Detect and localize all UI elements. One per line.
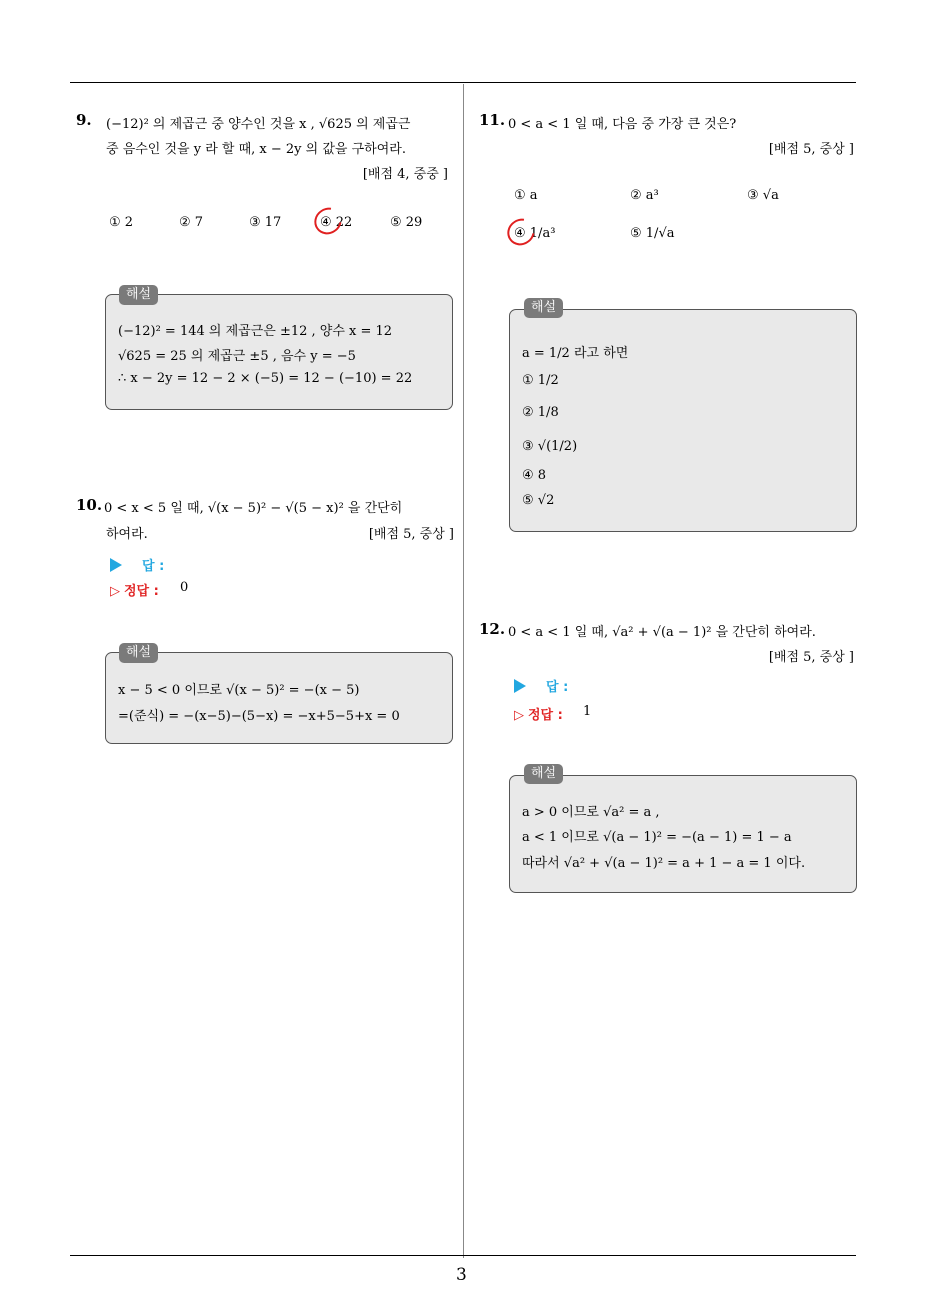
question-number: 9. bbox=[76, 111, 92, 129]
explanation-line: ③ √(1/2) bbox=[522, 439, 578, 454]
explanation-tag: 해설 bbox=[524, 764, 563, 784]
correct-value: 1 bbox=[583, 704, 592, 719]
explanation-line: ⑤ √2 bbox=[522, 493, 555, 508]
explanation-line: x − 5 < 0 이므로 √(x − 5)² = −(x − 5) bbox=[118, 683, 360, 698]
choice-4[interactable]: ④ 1/a³ bbox=[514, 226, 556, 241]
explanation-line: a < 1 이므로 √(a − 1)² = −(a − 1) = 1 − a bbox=[522, 830, 792, 845]
answer-label: 답 : bbox=[546, 680, 569, 695]
choice-2[interactable]: ② 7 bbox=[179, 215, 204, 230]
play-arrow-icon bbox=[514, 679, 526, 693]
question-text: 0 < a < 1 일 때, 다음 중 가장 큰 것은? bbox=[508, 117, 737, 132]
explanation-line: √625 = 25 의 제곱근 ±5 , 음수 y = −5 bbox=[118, 349, 356, 364]
choice-1[interactable]: ① a bbox=[514, 188, 538, 203]
explanation-line: a > 0 이므로 √a² = a , bbox=[522, 805, 660, 820]
score-label: [배점 5, 중상 ] bbox=[768, 650, 854, 665]
question-text: 0 < a < 1 일 때, √a² + √(a − 1)² 을 간단히 하여라. bbox=[508, 625, 816, 640]
column-divider bbox=[463, 84, 464, 1258]
choice-5[interactable]: ⑤ 1/√a bbox=[630, 226, 675, 241]
explanation-line: ① 1/2 bbox=[522, 373, 559, 388]
answer-row bbox=[110, 555, 164, 574]
explanation-line: ② 1/8 bbox=[522, 405, 559, 420]
choice-3[interactable]: ③ √a bbox=[747, 188, 779, 203]
explanation-line: (−12)² = 144 의 제곱근은 ±12 , 양수 x = 12 bbox=[118, 324, 393, 339]
outline-triangle-icon: ▷ bbox=[110, 584, 120, 599]
correct-answer-row bbox=[110, 580, 159, 599]
answer-row bbox=[514, 676, 568, 695]
question-number: 12. bbox=[479, 620, 506, 638]
question-text: 하여라. bbox=[106, 527, 148, 542]
question-number: 10. bbox=[76, 496, 103, 514]
explanation-line: 따라서 √a² + √(a − 1)² = a + 1 − a = 1 이다. bbox=[522, 856, 806, 871]
question-text: 중 음수인 것을 y 라 할 때, x − 2y 의 값을 구하여라. bbox=[106, 142, 406, 157]
answer-circle-mark bbox=[502, 213, 540, 250]
score-label: [배점 5, 중상 ] bbox=[368, 527, 454, 542]
explanation-tag: 해설 bbox=[524, 298, 563, 318]
explanation-line: ∴ x − 2y = 12 − 2 × (−5) = 12 − (−10) = 22 bbox=[118, 371, 413, 386]
correct-value: 0 bbox=[180, 580, 189, 595]
correct-answer-row bbox=[514, 704, 563, 723]
explanation-line: =(준식) = −(x−5)−(5−x) = −x+5−5+x = 0 bbox=[118, 709, 400, 724]
top-rule bbox=[70, 82, 856, 83]
page-number: 3 bbox=[456, 1265, 467, 1285]
explanation-line: ④ 8 bbox=[522, 468, 547, 483]
play-arrow-icon bbox=[110, 558, 122, 572]
bottom-rule bbox=[70, 1255, 856, 1256]
question-text: 0 < x < 5 일 때, √(x − 5)² − √(5 − x)² 을 간단히 bbox=[104, 501, 403, 516]
choice-3[interactable]: ③ 17 bbox=[249, 215, 282, 230]
choice-2[interactable]: ② a³ bbox=[630, 188, 659, 203]
correct-label: 정답 : bbox=[528, 708, 563, 723]
question-text: (−12)² 의 제곱근 중 양수인 것을 x , √625 의 제곱근 bbox=[106, 117, 411, 132]
answer-label: 답 : bbox=[142, 559, 165, 574]
answer-circle-mark bbox=[309, 202, 347, 239]
explanation-box bbox=[105, 652, 453, 744]
score-label: [배점 4, 중중 ] bbox=[362, 167, 448, 182]
outline-triangle-icon: ▷ bbox=[514, 708, 524, 723]
explanation-line: a = 1/2 라고 하면 bbox=[522, 346, 629, 361]
correct-label: 정답 : bbox=[124, 584, 159, 599]
score-label: [배점 5, 중상 ] bbox=[768, 142, 854, 157]
choice-1[interactable]: ① 2 bbox=[109, 215, 134, 230]
explanation-tag: 해설 bbox=[119, 285, 158, 305]
choice-4[interactable]: ④ 22 bbox=[320, 215, 353, 230]
explanation-tag: 해설 bbox=[119, 643, 158, 663]
question-number: 11. bbox=[479, 111, 506, 129]
choice-5[interactable]: ⑤ 29 bbox=[390, 215, 423, 230]
